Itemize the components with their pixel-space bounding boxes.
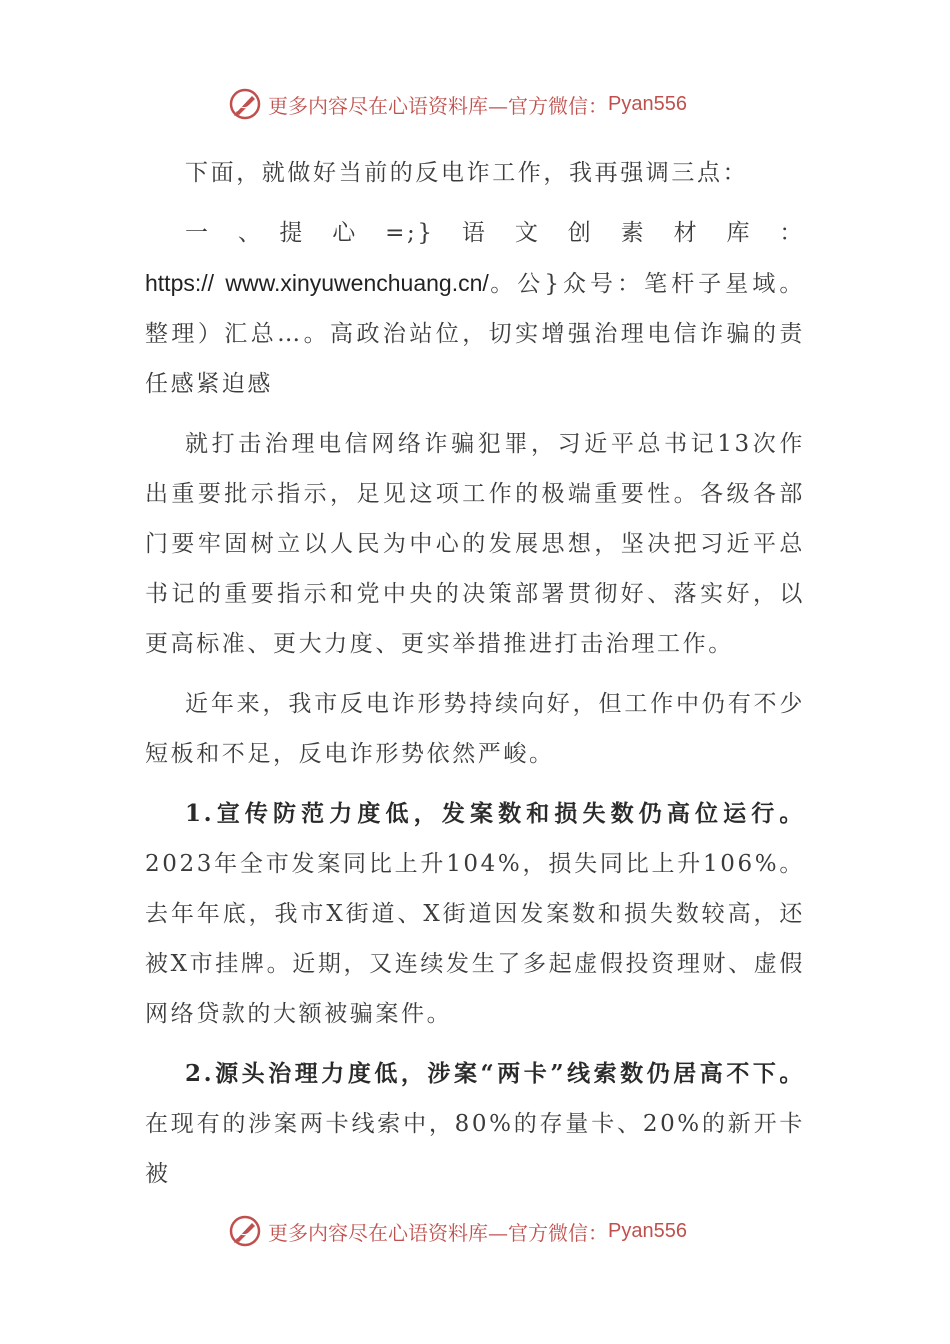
document-body <box>145 148 805 1199</box>
paragraph-point-one <box>145 789 805 1039</box>
pen-quill-logo-icon <box>228 87 262 121</box>
watermark-text: 更多内容尽在心语资料库—官方微信： <box>268 1220 608 1245</box>
watermark-banner-bottom <box>228 1211 687 1251</box>
heading-one-rest: 。公}众号：笔杆子星域。整理）汇总…。高政治站位，切实增强治理电信诈骗的责任感紧迫感 <box>145 271 805 397</box>
paragraph-instructions: 就打击治理电信网络诈骗犯罪，习近平总书记13次作出重要批示指示，足见这项工作的极端重要性。各级各部门要牢固树立以人民为中心的发展思想，坚决把习近平总书记的重要指示和党中央的决策部署贯彻好、落实好，以更高标准、更大力度、更实举措推进打击治理工作。 <box>145 431 805 657</box>
point-one-heading: 1.宣传防范力度低，发案数和损失数仍高位运行。 <box>185 800 805 827</box>
watermark-wechat-id: Pyan556 <box>608 1219 687 1242</box>
point-two-text: 在现有的涉案两卡线索中，80%的存量卡、20%的新开卡被 <box>145 1111 805 1187</box>
paragraph-situation: 近年来，我市反电诈形势持续向好，但工作中仍有不少短板和不足，反电诈形势依然严峻。 <box>145 691 805 767</box>
heading-one-paragraph <box>145 208 805 409</box>
watermark-banner-top <box>228 84 687 124</box>
point-two-heading: 2.源头治理力度低，涉案“两卡”线索数仍居高不下。 <box>185 1060 805 1087</box>
watermark-wechat-id: Pyan556 <box>608 92 687 115</box>
heading-one-prefix: 一 、 提 心 =;} 语 文 创 素 材 库 ： <box>185 220 805 246</box>
watermark-text: 更多内容尽在心语资料库—官方微信： <box>268 93 608 118</box>
intro-paragraph: 下面，就做好当前的反电诈工作，我再强调三点： <box>185 160 749 186</box>
heading-one-url-part2: www.xinyuwenchuang.cn/ <box>225 270 489 296</box>
point-one-text: 2023年全市发案同比上升104%，损失同比上升106%。去年年底，我市X街道、X街道因发案数和损失数较高，还被X市挂牌。近期，又连续发生了多起虚假投资理财、虚假网络贷款的大额被骗案件。 <box>145 851 805 1027</box>
pen-quill-logo-icon <box>228 1214 262 1248</box>
heading-one-url-part1: https:// <box>145 270 215 296</box>
paragraph-point-two <box>145 1049 805 1199</box>
